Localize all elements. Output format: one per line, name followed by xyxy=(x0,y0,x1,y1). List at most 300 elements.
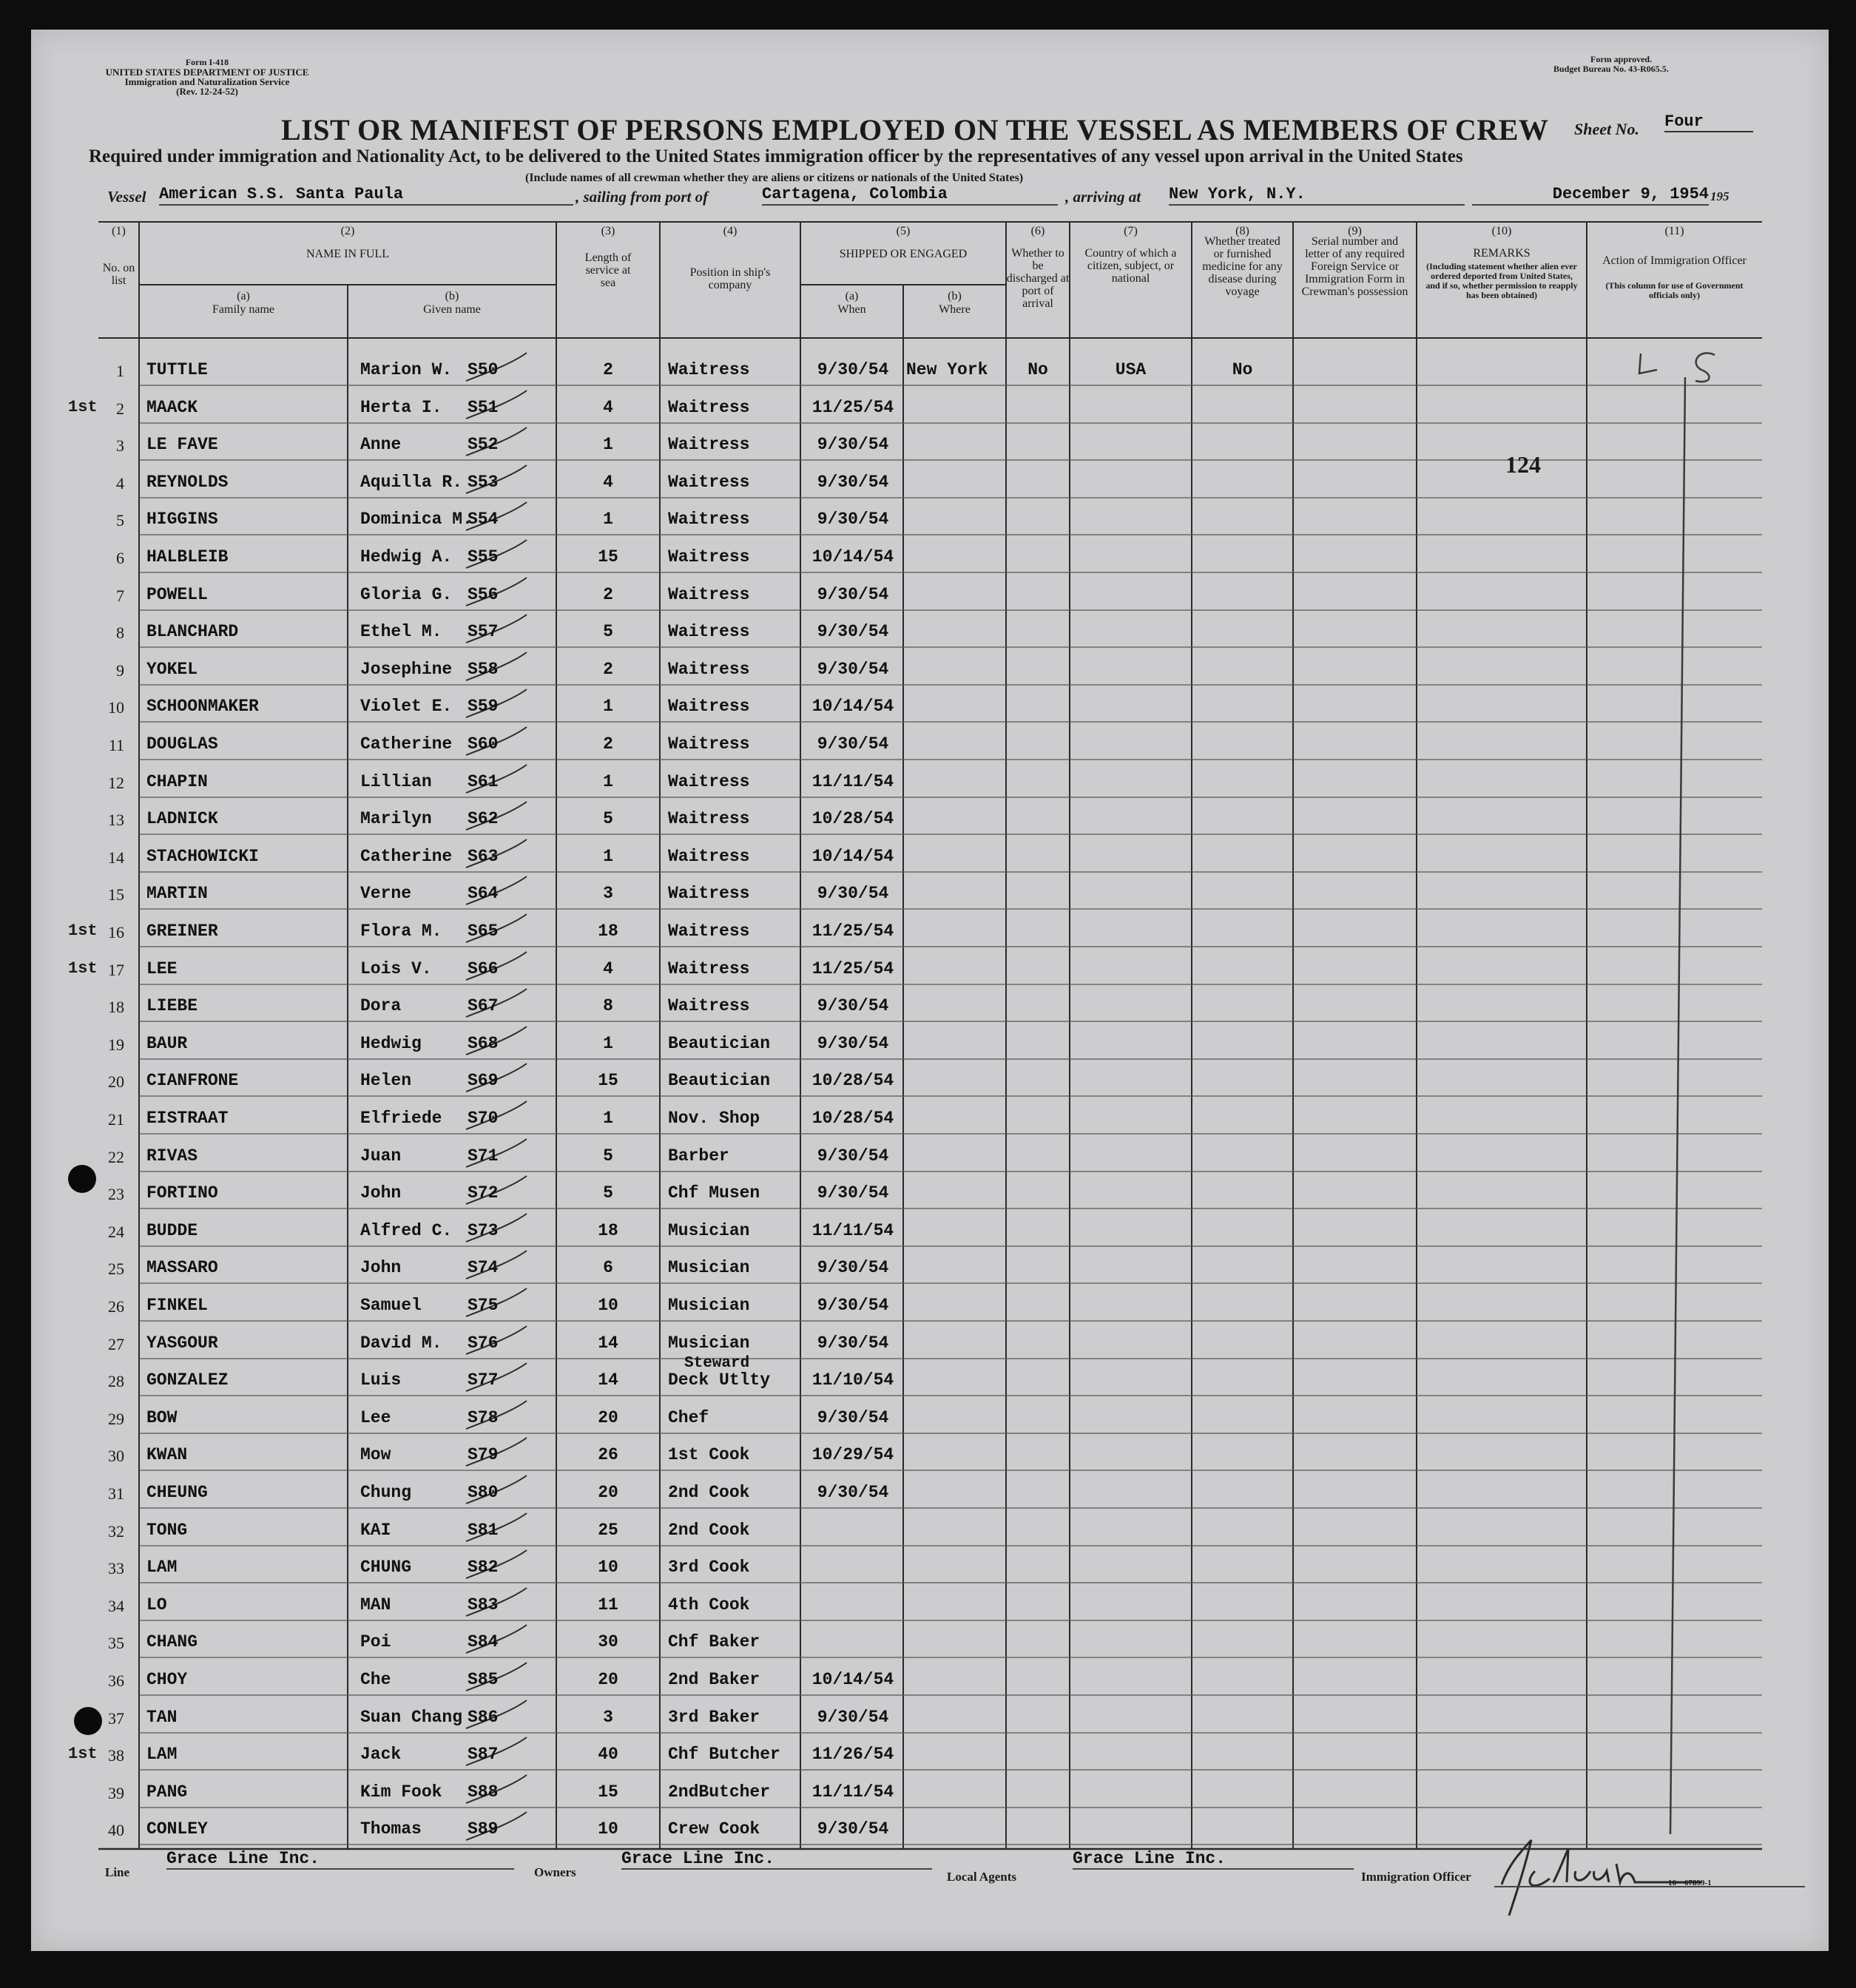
given-name: Marion W. xyxy=(360,360,453,379)
family-name: CHOY xyxy=(146,1670,188,1689)
given-name: KAI xyxy=(360,1521,391,1540)
margin-note: 1st xyxy=(68,1745,98,1763)
family-name: LE FAVE xyxy=(146,435,218,454)
position: Waitress xyxy=(668,398,750,417)
row-number: 8 xyxy=(116,623,124,642)
table-row xyxy=(0,576,1856,613)
position: 3rd Baker xyxy=(668,1708,760,1727)
serial-number: S70 xyxy=(468,1109,499,1128)
row-number: 21 xyxy=(108,1110,124,1129)
col2-number: (2) xyxy=(340,225,355,237)
serial-number: S84 xyxy=(468,1632,499,1651)
family-name: LAM xyxy=(146,1558,178,1577)
margin-note: 1st xyxy=(68,922,98,940)
length-of-service: 4 xyxy=(603,473,613,492)
given-name: MAN xyxy=(360,1595,391,1615)
family-name: EISTRAAT xyxy=(146,1109,229,1128)
position: Chf Baker xyxy=(668,1632,760,1651)
given-name: Catherine xyxy=(360,847,453,866)
shipped-when: 9/30/54 xyxy=(817,473,889,492)
position: Waitress xyxy=(668,660,750,679)
given-name: Aquilla R. xyxy=(360,473,463,492)
position: Waitress xyxy=(668,622,750,641)
family-name: KWAN xyxy=(146,1445,188,1464)
row-number: 29 xyxy=(108,1410,124,1428)
row-number: 31 xyxy=(108,1484,124,1503)
position: Nov. Shop xyxy=(668,1109,760,1128)
length-of-service: 1 xyxy=(603,772,613,791)
given-name: Violet E. xyxy=(360,697,453,716)
length-of-service: 15 xyxy=(598,547,618,567)
col4-number: (4) xyxy=(723,225,738,237)
length-of-service: 10 xyxy=(598,1296,618,1315)
immigration-officer-label: Immigration Officer xyxy=(1361,1870,1471,1884)
shipped-when: 11/26/54 xyxy=(811,1745,894,1764)
table-row xyxy=(0,950,1856,987)
family-name: POWELL xyxy=(146,585,208,604)
position: Waitress xyxy=(668,922,750,941)
table-row xyxy=(0,1586,1856,1623)
col5a-header: When xyxy=(837,303,866,316)
form-identifier-block xyxy=(70,58,344,96)
serial-number: S80 xyxy=(468,1483,499,1502)
serial-number: S64 xyxy=(468,884,499,903)
shipped-when: 10/14/54 xyxy=(811,697,894,716)
position: 2ndButcher xyxy=(668,1782,771,1802)
row-number: 6 xyxy=(116,549,124,567)
given-name: Josephine xyxy=(360,660,453,679)
given-name: Alfred C. xyxy=(360,1221,453,1240)
row-number: 25 xyxy=(108,1260,124,1278)
row-number: 4 xyxy=(116,474,124,493)
length-of-service: 26 xyxy=(598,1445,618,1464)
given-name: Kim Fook xyxy=(360,1782,442,1802)
table-row xyxy=(0,1287,1856,1324)
col8-number: (8) xyxy=(1235,225,1249,237)
table-row xyxy=(0,1512,1856,1549)
row-number: 26 xyxy=(108,1297,124,1316)
col4-header: Position in ship's company xyxy=(689,266,771,291)
shipped-when: 10/14/54 xyxy=(811,847,894,866)
table-row xyxy=(0,613,1856,650)
table-row xyxy=(0,651,1856,688)
length-of-service: 25 xyxy=(598,1521,618,1540)
row-number: 18 xyxy=(108,998,124,1016)
line-value: Grace Line Inc. xyxy=(166,1849,514,1870)
serial-number: S51 xyxy=(468,398,499,417)
table-row xyxy=(0,688,1856,725)
row-number: 12 xyxy=(108,774,124,792)
row-number: 38 xyxy=(108,1746,124,1765)
family-name: RIVAS xyxy=(146,1146,198,1166)
serial-number: S74 xyxy=(468,1258,499,1277)
serial-number: S83 xyxy=(468,1595,499,1615)
col10-number: (10) xyxy=(1491,225,1512,237)
position: Chf Musen xyxy=(668,1183,760,1203)
serial-number: S54 xyxy=(468,510,499,529)
length-of-service: 10 xyxy=(598,1558,618,1577)
serial-number: S58 xyxy=(468,660,499,679)
family-name: GREINER xyxy=(146,922,218,941)
row-number: 7 xyxy=(116,586,124,605)
row-number: 9 xyxy=(116,661,124,680)
position: 2nd Cook xyxy=(668,1521,750,1540)
family-name: LEE xyxy=(146,959,178,978)
line-label: Line xyxy=(105,1865,130,1879)
sheet-number-label: Sheet No. xyxy=(1574,120,1639,138)
length-of-service: 11 xyxy=(598,1595,618,1615)
shipped-when: 11/10/54 xyxy=(811,1370,894,1390)
serial-number: S88 xyxy=(468,1782,499,1802)
col2b-header: Given name xyxy=(423,303,481,316)
row-number: 14 xyxy=(108,848,124,867)
row-number: 11 xyxy=(108,736,124,754)
owners-value: Grace Line Inc. xyxy=(621,1849,932,1870)
table-row xyxy=(0,1661,1856,1698)
length-of-service: 3 xyxy=(603,1708,613,1727)
table-row xyxy=(0,1810,1856,1847)
serial-number: S52 xyxy=(468,435,499,454)
length-of-service: 1 xyxy=(603,435,613,454)
shipped-when: 9/30/54 xyxy=(817,1408,889,1427)
shipped-when: 9/30/54 xyxy=(817,1034,889,1053)
vessel-label: Vessel xyxy=(107,188,146,206)
row-number: 2 xyxy=(116,399,124,418)
shipped-when: 9/30/54 xyxy=(817,734,889,754)
officer-signature-text xyxy=(1502,1849,1504,1850)
given-name: Ethel M. xyxy=(360,622,442,641)
length-of-service: 14 xyxy=(598,1370,618,1390)
approval-block xyxy=(1553,55,1775,74)
shipped-when: 10/28/54 xyxy=(811,1071,894,1090)
length-of-service: 15 xyxy=(598,1782,618,1802)
row-number: 19 xyxy=(108,1035,124,1054)
position: Waitress xyxy=(668,473,750,492)
serial-number: S65 xyxy=(468,922,499,941)
position: Waitress xyxy=(668,809,750,828)
table-row xyxy=(0,1025,1856,1062)
year-suffix: 195 xyxy=(1710,189,1730,203)
family-name: BLANCHARD xyxy=(146,622,239,641)
shipped-when: 9/30/54 xyxy=(817,1708,889,1727)
shipped-where: New York xyxy=(906,360,988,379)
length-of-service: 20 xyxy=(598,1670,618,1689)
position: Waitress xyxy=(668,435,750,454)
row-number: 17 xyxy=(108,961,124,979)
position-note: Steward xyxy=(684,1355,750,1372)
owners-label: Owners xyxy=(534,1865,576,1879)
local-agents-value: Grace Line Inc. xyxy=(1073,1849,1354,1870)
table-row xyxy=(0,1774,1856,1810)
row-number: 27 xyxy=(108,1335,124,1353)
family-name: HALBLEIB xyxy=(146,547,229,567)
given-name: Catherine xyxy=(360,734,453,754)
length-of-service: 10 xyxy=(598,1819,618,1839)
length-of-service: 14 xyxy=(598,1333,618,1353)
row-number: 34 xyxy=(108,1597,124,1615)
length-of-service: 5 xyxy=(603,1146,613,1166)
serial-number: S82 xyxy=(468,1558,499,1577)
col10-header: REMARKS xyxy=(1473,247,1531,260)
length-of-service: 1 xyxy=(603,1109,613,1128)
shipped-when: 11/25/54 xyxy=(811,398,894,417)
serial-number: S71 xyxy=(468,1146,499,1166)
form-print-code: 16—67899-1 xyxy=(1668,1879,1712,1887)
shipped-when: 9/30/54 xyxy=(817,1146,889,1166)
given-name: Herta I. xyxy=(360,398,442,417)
given-name: Samuel xyxy=(360,1296,422,1315)
col1-number: (1) xyxy=(112,225,126,237)
table-row xyxy=(0,1623,1856,1660)
serial-number: S75 xyxy=(468,1296,499,1315)
given-name: Juan xyxy=(360,1146,402,1166)
given-name: Mow xyxy=(360,1445,391,1464)
shipped-when: 9/30/54 xyxy=(817,510,889,529)
col9-header: Serial number and letter of any required Foreign Service or Immigration Form in Crewman's possession xyxy=(1301,235,1408,298)
punch-hole xyxy=(68,1165,96,1193)
serial-number: S67 xyxy=(468,996,499,1015)
position: Waitress xyxy=(668,734,750,754)
length-of-service: 18 xyxy=(598,922,618,941)
margin-note: 1st xyxy=(68,398,98,416)
serial-number: S57 xyxy=(468,622,499,641)
family-name: YOKEL xyxy=(146,660,198,679)
position: Waitress xyxy=(668,772,750,791)
family-name: CHAPIN xyxy=(146,772,208,791)
page-title: LIST OR MANIFEST OF PERSONS EMPLOYED ON THE VESSEL AS MEMBERS OF CREW xyxy=(281,113,1549,146)
length-of-service: 4 xyxy=(603,959,613,978)
position: Barber xyxy=(668,1146,729,1166)
serial-number: S86 xyxy=(468,1708,499,1727)
shipped-when: 9/30/54 xyxy=(817,1333,889,1353)
position: Waitress xyxy=(668,959,750,978)
serial-number: S81 xyxy=(468,1521,499,1540)
col7-number: (7) xyxy=(1124,225,1138,237)
table-row xyxy=(0,1355,1856,1399)
given-name: David M. xyxy=(360,1333,442,1353)
family-name: CHANG xyxy=(146,1632,198,1651)
table-row xyxy=(0,1325,1856,1362)
length-of-service: 2 xyxy=(603,660,613,679)
length-of-service: 8 xyxy=(603,996,613,1015)
sailing-port-label: , sailing from port of xyxy=(576,188,709,206)
position: Musician xyxy=(668,1221,750,1240)
shipped-when: 9/30/54 xyxy=(817,1183,889,1203)
position: 1st Cook xyxy=(668,1445,750,1464)
col3-number: (3) xyxy=(601,225,615,237)
table-row xyxy=(0,1699,1856,1736)
length-of-service: 15 xyxy=(598,1071,618,1090)
table-row xyxy=(0,389,1856,426)
family-name: REYNOLDS xyxy=(146,473,229,492)
position: Waitress xyxy=(668,360,750,379)
length-of-service: 20 xyxy=(598,1483,618,1502)
table-row xyxy=(0,1249,1856,1286)
serial-number: S62 xyxy=(468,809,499,828)
length-of-service: 5 xyxy=(603,622,613,641)
length-of-service: 18 xyxy=(598,1221,618,1240)
table-row xyxy=(0,763,1856,800)
position: Beautician xyxy=(668,1034,771,1053)
remarks-count: 124 xyxy=(1505,451,1541,478)
row-number: 30 xyxy=(108,1447,124,1465)
subtitle-note: (Include names of all crewman whether they are aliens or citizens or nationals of the United States) xyxy=(525,172,1024,184)
serial-number: S72 xyxy=(468,1183,499,1203)
position: Waitress xyxy=(668,996,750,1015)
length-of-service: 1 xyxy=(603,847,613,866)
table-row xyxy=(0,875,1856,912)
position: 4th Cook xyxy=(668,1595,750,1615)
family-name: TAN xyxy=(146,1708,178,1727)
table-row xyxy=(0,351,1856,388)
shipped-when: 10/14/54 xyxy=(811,547,894,567)
row-number: 15 xyxy=(108,885,124,904)
family-name: LAM xyxy=(146,1745,178,1764)
family-name: STACHOWICKI xyxy=(146,847,259,866)
shipped-when: 10/29/54 xyxy=(811,1445,894,1464)
local-agents-label: Local Agents xyxy=(947,1870,1016,1884)
family-name: LADNICK xyxy=(146,809,218,828)
family-name: CIANFRONE xyxy=(146,1071,239,1090)
family-name: LO xyxy=(146,1595,167,1615)
serial-number: S59 xyxy=(468,697,499,716)
given-name: Poi xyxy=(360,1632,391,1651)
length-of-service: 1 xyxy=(603,697,613,716)
family-name: MARTIN xyxy=(146,884,208,903)
given-name: Gloria G. xyxy=(360,585,453,604)
table-row xyxy=(0,1174,1856,1211)
serial-number: S66 xyxy=(468,959,499,978)
length-of-service: 2 xyxy=(603,585,613,604)
position: Waitress xyxy=(668,884,750,903)
length-of-service: 2 xyxy=(603,360,613,379)
shipped-when: 9/30/54 xyxy=(817,1483,889,1502)
family-name: PANG xyxy=(146,1782,188,1802)
discharged: No xyxy=(1027,360,1048,379)
given-name: Thomas xyxy=(360,1819,422,1839)
table-row xyxy=(0,501,1856,538)
form-number: Form I-418 xyxy=(185,57,229,67)
position: 3rd Cook xyxy=(668,1558,750,1577)
shipped-when: 9/30/54 xyxy=(817,996,889,1015)
given-name: Lillian xyxy=(360,772,432,791)
serial-number: S78 xyxy=(468,1408,499,1427)
length-of-service: 30 xyxy=(598,1632,618,1651)
given-name: Verne xyxy=(360,884,412,903)
shipped-when: 11/11/54 xyxy=(811,1782,894,1802)
row-number: 40 xyxy=(108,1821,124,1839)
position: Waitress xyxy=(668,547,750,567)
officer-signature xyxy=(1502,1840,1701,1916)
length-of-service: 2 xyxy=(603,734,613,754)
serial-number: S73 xyxy=(468,1221,499,1240)
length-of-service: 1 xyxy=(603,1034,613,1053)
table-row xyxy=(0,426,1856,463)
serial-number: S79 xyxy=(468,1445,499,1464)
family-name: CONLEY xyxy=(146,1819,208,1839)
col5-number: (5) xyxy=(896,225,911,237)
shipped-when: 9/30/54 xyxy=(817,1819,889,1839)
row-number: 36 xyxy=(108,1671,124,1690)
given-name: John xyxy=(360,1258,402,1277)
table-row xyxy=(0,1100,1856,1137)
table-row xyxy=(0,1436,1856,1473)
col7-header: Country of which a citizen, subject, or national xyxy=(1084,247,1177,285)
form-subtitle: Required under immigration and Nationality Act, to be delivered to the United States immigration officer by the representatives of any vessel upon arrival in the United States xyxy=(89,146,1463,166)
row-number: 28 xyxy=(108,1372,124,1390)
position: Deck Utlty xyxy=(668,1370,771,1390)
row-number: 35 xyxy=(108,1634,124,1652)
family-name: BAUR xyxy=(146,1034,188,1053)
row-number: 3 xyxy=(116,436,124,455)
shipped-when: 11/25/54 xyxy=(811,959,894,978)
family-name: HIGGINS xyxy=(146,510,218,529)
length-of-service: 1 xyxy=(603,510,613,529)
family-name: DOUGLAS xyxy=(146,734,218,754)
shipped-when: 9/30/54 xyxy=(817,884,889,903)
arriving-port-label: , arriving at xyxy=(1065,188,1141,206)
row-number: 10 xyxy=(108,698,124,717)
shipped-when: 11/25/54 xyxy=(811,922,894,941)
serial-number: S76 xyxy=(468,1333,499,1353)
table-row xyxy=(0,838,1856,875)
revision-date: (Rev. 12-24-52) xyxy=(176,86,238,97)
given-name: John xyxy=(360,1183,402,1203)
shipped-when: 9/30/54 xyxy=(817,585,889,604)
row-number: 39 xyxy=(108,1784,124,1802)
shipped-when: 9/30/54 xyxy=(817,622,889,641)
budget-bureau-number: Budget Bureau No. 43-R065.5. xyxy=(1553,64,1669,74)
length-of-service: 5 xyxy=(603,809,613,828)
table-row xyxy=(0,726,1856,763)
margin-note: 1st xyxy=(68,959,98,978)
length-of-service: 4 xyxy=(603,398,613,417)
serial-number: S87 xyxy=(468,1745,499,1764)
treated: No xyxy=(1232,360,1253,379)
arriving-port: New York, N.Y. xyxy=(1169,185,1465,206)
family-name: LIEBE xyxy=(146,996,198,1015)
position: Waitress xyxy=(668,510,750,529)
col2a-header: Family name xyxy=(212,303,274,316)
approval-note: Form approved. xyxy=(1590,54,1653,64)
shipped-when: 9/30/54 xyxy=(817,360,889,379)
row-number: 13 xyxy=(108,811,124,829)
given-name: CHUNG xyxy=(360,1558,412,1577)
row-number: 33 xyxy=(108,1559,124,1578)
table-row xyxy=(0,538,1856,575)
col8-header: Whether treated or furnished medicine for any disease during voyage xyxy=(1202,235,1283,298)
position: Beautician xyxy=(668,1071,771,1090)
col6-number: (6) xyxy=(1030,225,1045,237)
position: Waitress xyxy=(668,847,750,866)
table-row xyxy=(0,1474,1856,1511)
col1-header: No. on list xyxy=(102,262,135,287)
family-name: TONG xyxy=(146,1521,188,1540)
given-name: Jack xyxy=(360,1745,402,1764)
family-name: BUDDE xyxy=(146,1221,198,1240)
serial-number: S85 xyxy=(468,1670,499,1689)
table-row xyxy=(0,1399,1856,1436)
row-number: 5 xyxy=(116,511,124,530)
serial-number: S56 xyxy=(468,585,499,604)
given-name: Suan Chang xyxy=(360,1708,463,1727)
position: Chef xyxy=(668,1408,709,1427)
serial-number: S55 xyxy=(468,547,499,567)
length-of-service: 6 xyxy=(603,1258,613,1277)
row-number: 32 xyxy=(108,1522,124,1541)
given-name: Lee xyxy=(360,1408,391,1427)
serial-number: S89 xyxy=(468,1819,499,1839)
